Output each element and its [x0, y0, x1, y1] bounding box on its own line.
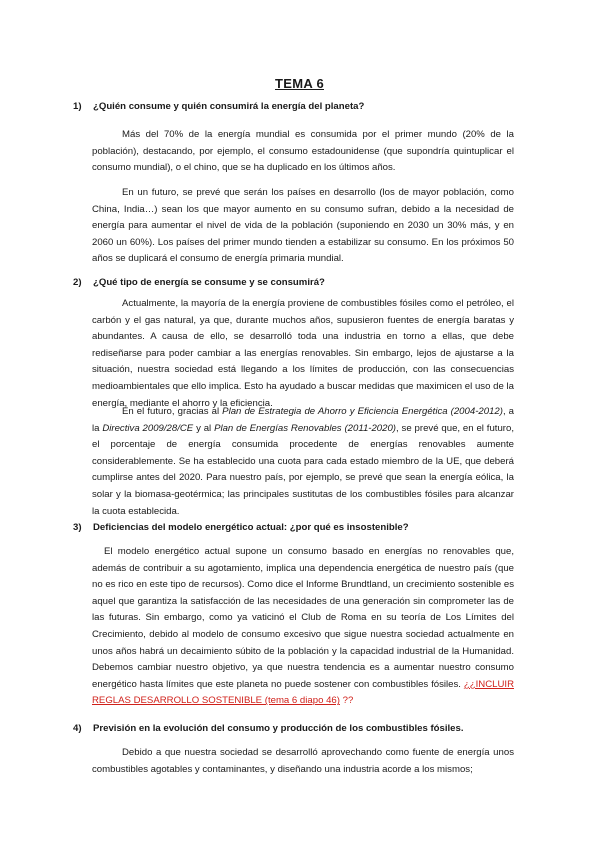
todo-note-tail: ?? [339, 695, 354, 707]
section-1-paragraph-2: En un futuro, se prevé que serán los países en desarrollo (los de mayor población, como China, India…) sean los que mayor aumento en su consumo sufran, debido a la necesidad de energía para aumentar el nivel de vida de la población (suponiendo en 2030 un 30% más, y en 2060 un 60%). Los países del primer mundo tienden a estabilizar su consumo. En los próximos 50 años se duplicará el consumo de energía primaria mundial. [92, 187, 514, 265]
plan-ahorro-title: Plan de Estrategia de Ahorro y Eficiencia Energética (2004-2012) [222, 406, 503, 417]
page-title: TEMA 6 [275, 76, 324, 91]
section-1-number: 1) [73, 101, 82, 112]
section-3-number: 3) [73, 522, 82, 533]
directiva-title: Directiva 2009/28/CE [102, 422, 194, 434]
section-3-heading [73, 522, 539, 534]
section-1-title: ¿Quién consume y quién consumirá la energía del planeta? [93, 101, 365, 112]
section-2-paragraph-1: Actualmente, la mayoría de la energía proviene de combustibles fósiles como el petróleo, el carbón y el gas natural, ya que, durante muchos años, supusieron fuentes de energía baratas y abundantes. A causa de ello, se desarrolló toda una industria en torno a ellas, que debe rediseñarse para poder cambiar a las energías renovables. Sin embargo, lejos de ajustarse a la situación, nuestra sociedad está llegando a los límites de producción, con las consecuencias medioambientales que ello implica. Esto ha ayudado a buscar medidas que maximicen el uso de la energía, mediante el ahorro y la eficiencia. [92, 298, 514, 409]
section-2-number: 2) [73, 277, 82, 288]
section-4-heading [73, 723, 539, 735]
section-4-paragraph-1: Debido a que nuestra sociedad se desarrolló aprovechando como fuente de energía unos combustibles agotables y contaminantes, y diseñando una industria acorde a los mismos; [92, 747, 514, 775]
section-2-title: ¿Qué tipo de energía se consume y se consumirá? [93, 277, 325, 288]
todo-note: ¿¿INCLUIR REGLAS DESARROLLO SOSTENIBLE (tema 6 diapo 46) [92, 678, 514, 707]
section-2-paragraph-2: En el futuro, gracias al Plan de Estrategia de Ahorro y Eficiencia Energética (2004-2012), a la Directiva 2009/28/CE y al Plan de Energías Renovables (2011-2020), se prevé que, en el futuro, el porcentaje de energía consumida procedente de energías renovables aumente considerablemente. Se ha establecido una cuota para cada estado miembro de la UE, que deberá cumplirse antes del 2020. Para nuestro país, por ejemplo, se prevé que sean la energía eólica, la solar y la biomasa-geotérmica; las principales sustitutas de los combustibles fósiles para alcanzar la cuota establecida. [92, 406, 515, 517]
section-1-heading [73, 101, 539, 113]
section-3-title: Deficiencias del modelo energético actual: ¿por qué es insostenible? [93, 522, 409, 533]
section-4-number: 4) [73, 723, 82, 734]
section-1-paragraph-1: Más del 70% de la energía mundial es consumida por el primer mundo (20% de la población), destacando, por ejemplo, el consumo estadounidense (que supondría quintuplicar el consumo mundial), o el chino, que se ha duplicado en los últimos años. [92, 129, 514, 174]
section-3-paragraph-1: El modelo energético actual supone un consumo basado en energías no renovables que, además de contribuir a su agotamiento, implica una dependencia energética de nuestro país (que no es rico en este tipo de recursos). Como dice el Informe Brundtland, un crecimiento sostenible es aquel que garantiza la satisfacción de las necesidades de una generación sin comprometer las de las futuras. Sin embargo, como ya vaticinó el Club de Roma en su teoría de Los Límites del Crecimiento, debido al modelo de consumo excesivo que sigue nuestra sociedad actualmente en unos años habrá un decaimiento súbito de la población y la capacidad industrial de la Humanidad. Debemos cambiar nuestro objetivo, ya que nuestra tendencia es a aumentar nuestro consumo energético hasta límites que este planeta no puede sostener con combustibles fósiles. ¿¿INCLUIR REGLAS DESARROLLO SOSTENIBLE (tema 6 diapo 46) ?? [92, 546, 514, 707]
plan-renovables-title: Plan de Energías Renovables (2011-2020) [214, 422, 397, 434]
section-2-heading [73, 277, 539, 289]
section-4-title: Previsión en la evolución del consumo y producción de los combustibles fósiles. [93, 723, 464, 734]
